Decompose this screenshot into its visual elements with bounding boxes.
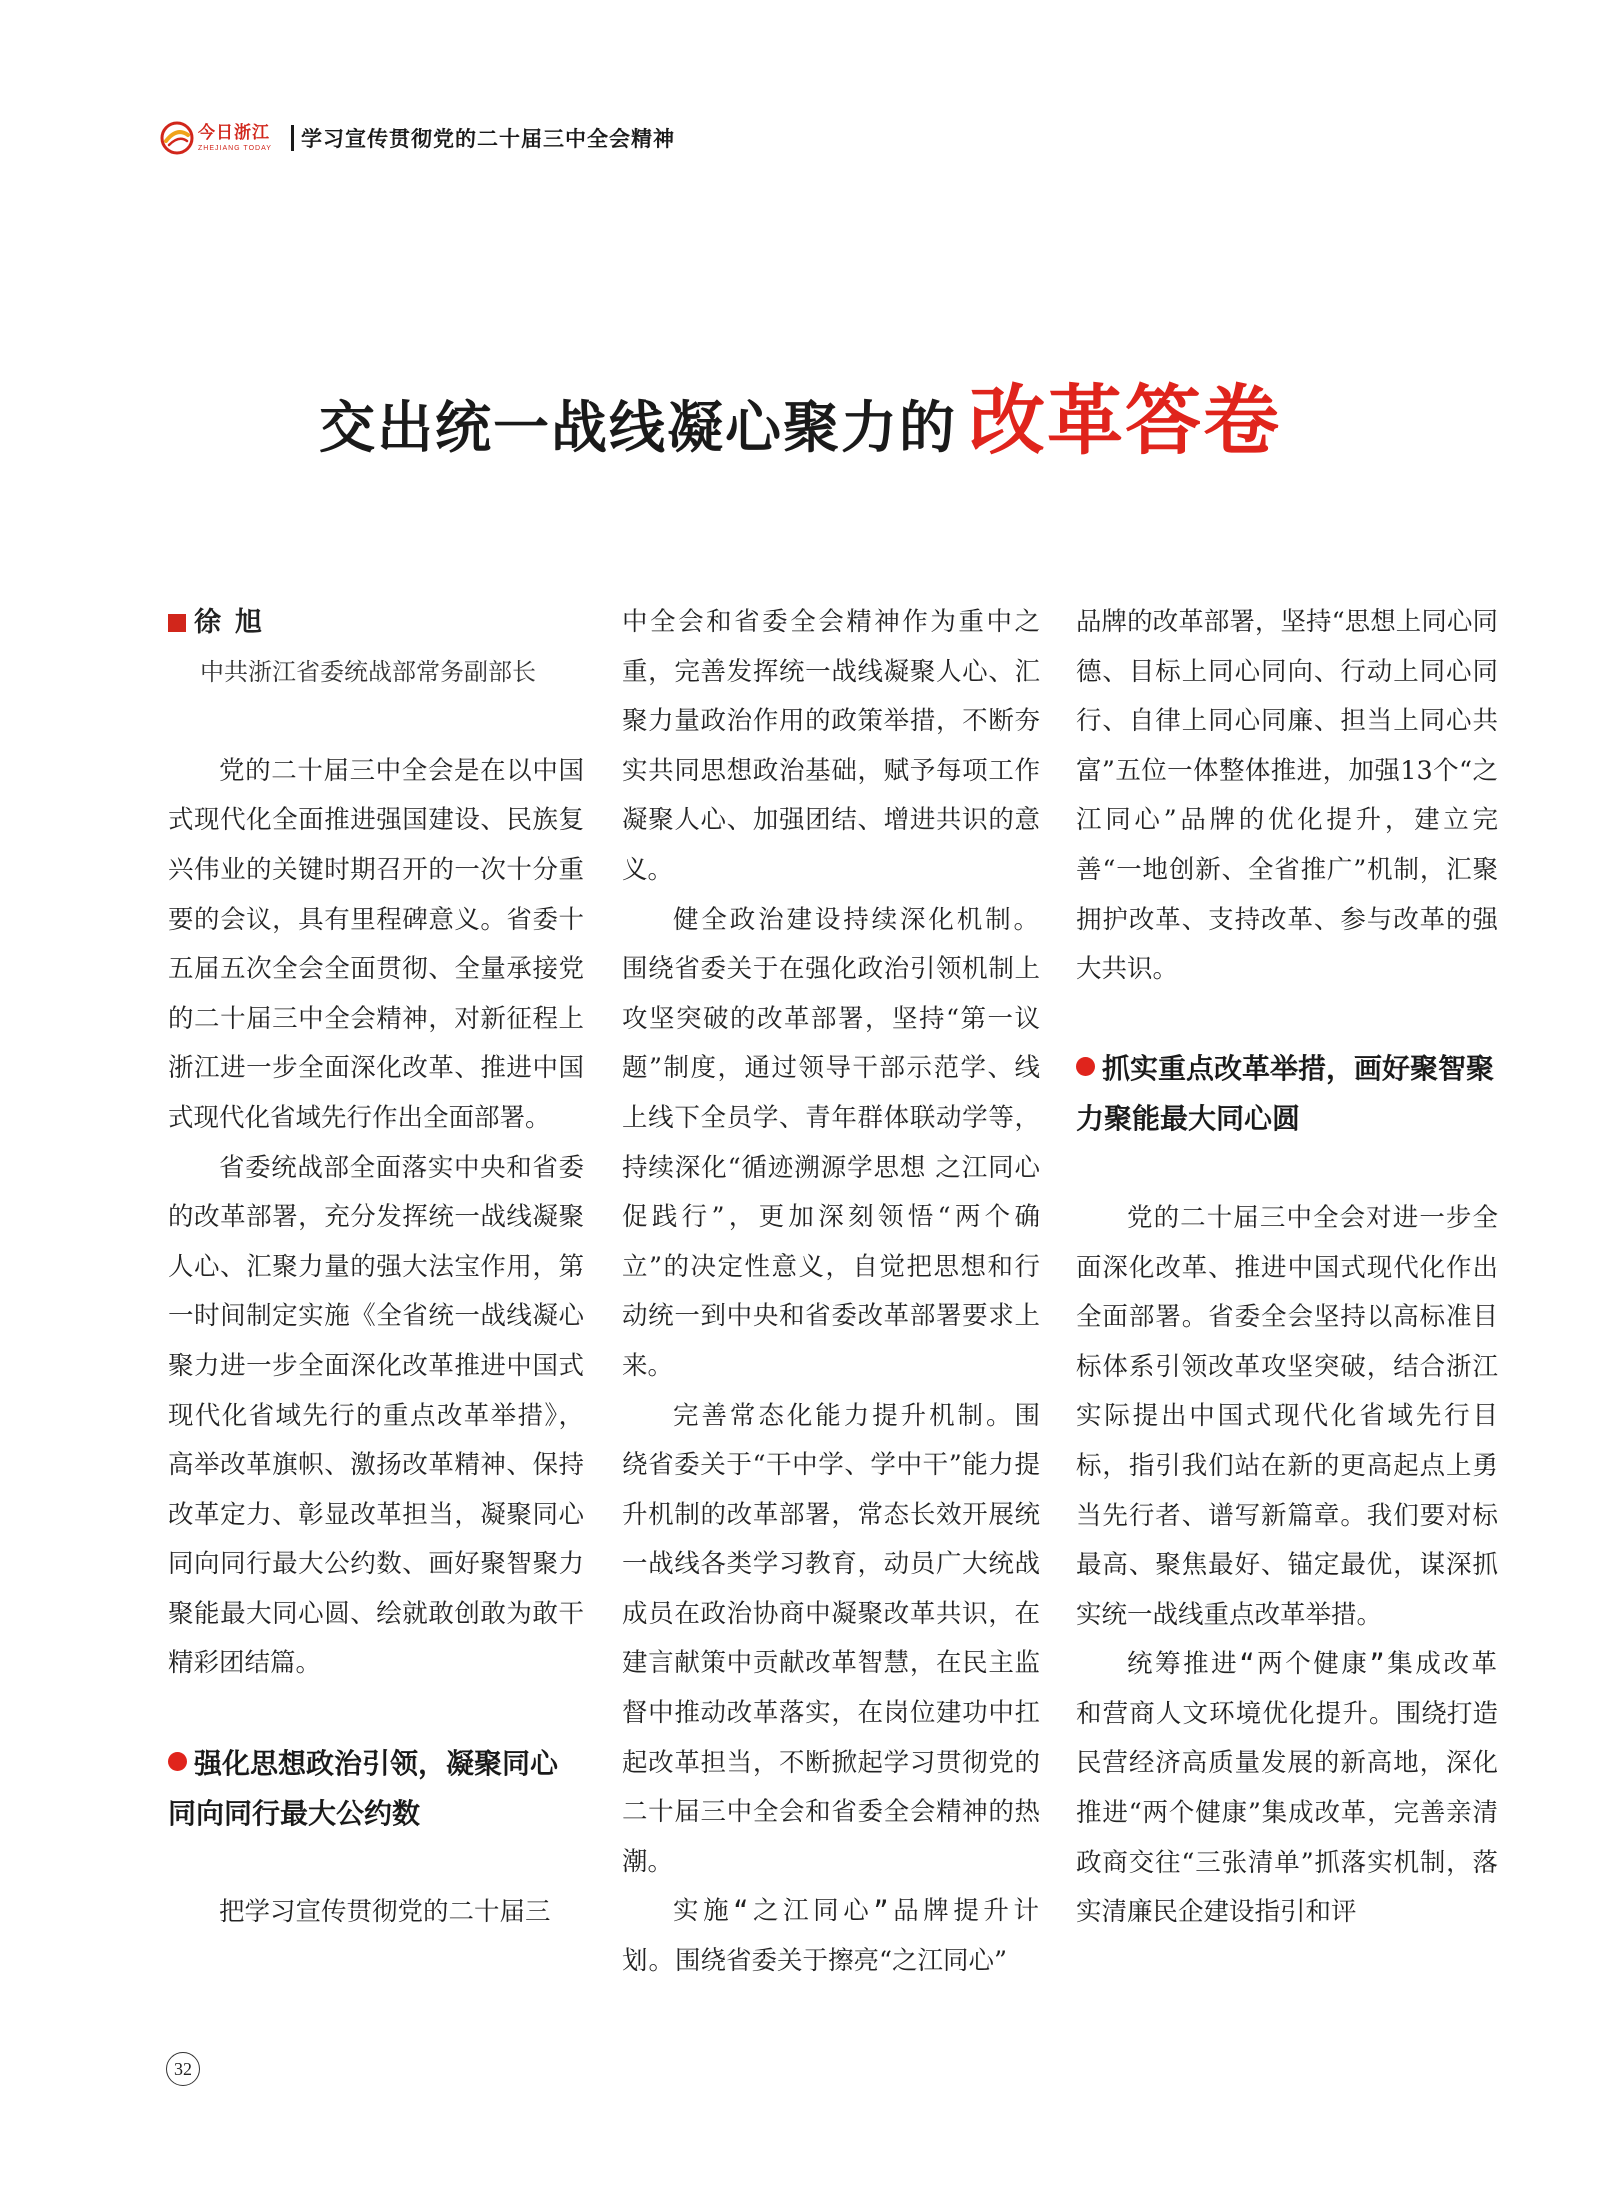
paragraph-body: 围绕打造民营经济高质量发展的新高地，深化推进“两个健康”集成改革，完善亲清政商交往“三张清单”抓落实机制，落实清廉民企建设指引和评	[1076, 1698, 1498, 1928]
section-heading-2	[1076, 1044, 1498, 1144]
paragraph	[1076, 1640, 1498, 1938]
author-marker-icon	[168, 614, 186, 632]
paragraph-body: 围绕省委关于擦亮“之江同心”	[675, 1946, 1008, 1977]
paragraph: 省委统战部全面落实中央和省委的改革部署，充分发挥统一战线凝聚人心、汇聚力量的强大法宝作用，第一时间制定实施《全省统一战线凝心聚力进一步全面深化改革推进中国式现代化省域先行的重点改革举措》，高举改革旗帜、激扬改革精神、保持改革定力、彰显改革担当，凝聚同心同向同行最大公约数、画好聚智聚力聚能最大同心圆、绘就敢创敢为敢干精彩团结篇。	[168, 1152, 584, 1679]
paragraph-lead: 完善常态化能力提升机制。	[673, 1400, 1015, 1431]
red-dot-icon	[168, 1752, 187, 1771]
paragraph	[622, 896, 1040, 1392]
paragraph-body: 围绕省委关于“干中学、学中干”能力提升机制的改革部署，常态长效开展统一战线各类学习教育，动员广大统战成员在政治协商中凝聚改革共识，在建言献策中贡献改革智慧，在民主监督中推动改革落实，在岗位建功中扛起改革担当，不断掀起学习贯彻党的二十届三中全会和省委全会精神的热潮。	[622, 1400, 1040, 1877]
paragraph: 把学习宣传贯彻党的二十届三	[219, 1897, 551, 1928]
paragraph: 党的二十届三中全会是在以中国式现代化全面推进强国建设、民族复兴伟业的关键时期召开的一次十分重要的会议，具有里程碑意义。省委十五届五次全会全面贯彻、全量承接党的二十届三中全会精神，对新征程上浙江进一步全面深化改革、推进中国式现代化省域先行作出全面部署。	[168, 755, 584, 1133]
paragraph-body: 围绕省委关于在强化政治引领机制上攻坚突破的改革部署，坚持“第一议题”制度，通过领导干部示范学、线上线下全员学、青年群体联动学等，持续深化“循迹溯源学思想 之江同心促践行”，更加深刻领悟“两个确立”的决定性意义，自觉把思想和行动统一到中央和省委改革部署要求上来。	[622, 954, 1040, 1381]
spacer	[1076, 1144, 1498, 1194]
spacer	[1076, 995, 1498, 1045]
article-column-1	[168, 598, 584, 1938]
author-affiliation: 中共浙江省委统战部常务副部长	[200, 657, 536, 686]
section-heading-1	[168, 1739, 584, 1839]
spacer	[168, 1689, 584, 1739]
spacer	[168, 697, 584, 747]
section-heading-text: 抓实重点改革举措，画好聚智聚力聚能最大同心圆	[1076, 1052, 1495, 1136]
paragraph: 中全会和省委全会精神作为重中之重，完善发挥统一战线凝聚人心、汇聚力量政治作用的政策举措，不断夯实共同思想政治基础，赋予每项工作凝聚人心、加强团结、增进共识的意义。	[622, 607, 1040, 885]
logo-name: 今日浙江	[198, 122, 270, 143]
logo-english-name: ZHEJIANG TODAY	[198, 144, 272, 152]
magazine-logo	[160, 118, 285, 158]
paragraph-lead: 健全政治建设持续深化机制。	[673, 904, 1040, 935]
paragraph	[622, 1887, 1040, 1986]
column-title: 学习宣传贯彻党的二十届三中全会精神	[301, 127, 675, 151]
paragraph-lead: 实施“之江同心”品牌提升计划。	[622, 1896, 1040, 1977]
article-title-accent: 改革答卷	[969, 376, 1281, 465]
paragraph: 品牌的改革部署，坚持“思想上同心同德、目标上同心同向、行动上同心同行、自律上同心同廉、担当上同心共富”五位一体整体推进，加强13个“之江同心”品牌的优化提升，建立完善“一地创新、全省推广”机制，汇聚拥护改革、支持改革、参与改革的强大共识。	[1076, 607, 1498, 985]
page-number: 32	[166, 2052, 200, 2086]
paragraph-lead: 统筹推进“两个健康”集成改革和营商人文环境优化提升。	[1076, 1649, 1498, 1729]
magazine-header	[160, 118, 675, 158]
header-divider	[291, 125, 294, 151]
spacer	[168, 1839, 584, 1889]
article-title	[0, 360, 1600, 469]
red-dot-icon	[1076, 1057, 1095, 1076]
logo-swirl-icon	[160, 121, 194, 155]
article-column-3	[1076, 598, 1498, 1938]
article-column-2	[622, 598, 1040, 1987]
article-title-main: 交出统一战线凝心聚力的	[319, 396, 957, 461]
section-heading-text: 强化思想政治引领，凝聚同心同向同行最大公约数	[168, 1746, 559, 1830]
paragraph: 党的二十届三中全会对进一步全面深化改革、推进中国式现代化作出全面部署。省委全会坚持以高标准目标体系引领改革攻坚突破，结合浙江实际提出中国式现代化省域先行目标，指引我们站在新的更高起点上勇当先行者、谱写新篇章。我们要对标最高、聚焦最好、锚定最优，谋深抓实统一战线重点改革举措。	[1076, 1202, 1498, 1630]
author-line	[168, 598, 584, 648]
author-name: 徐旭	[194, 607, 276, 638]
paragraph	[622, 1392, 1040, 1888]
